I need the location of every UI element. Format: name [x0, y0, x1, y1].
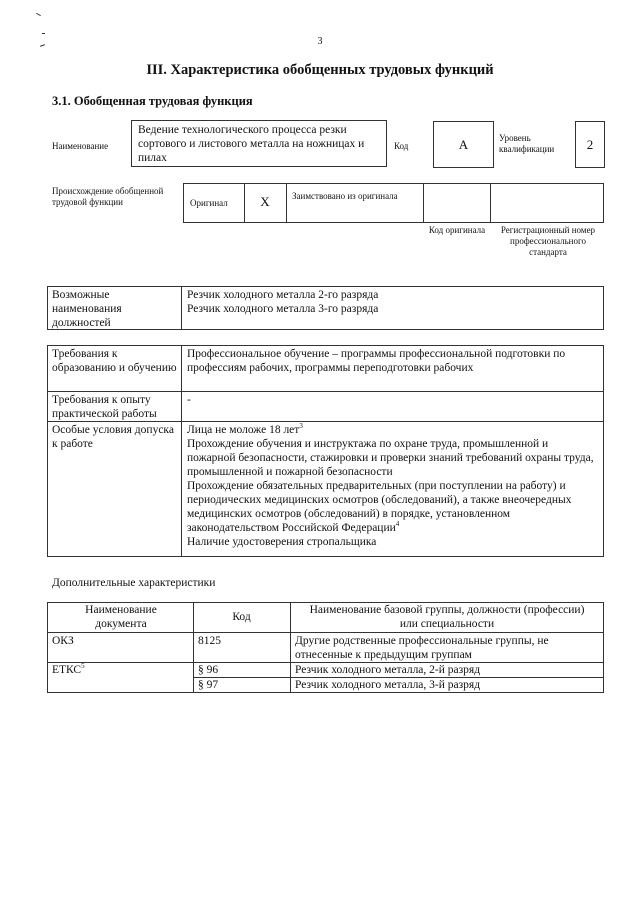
origin-divider — [490, 183, 491, 223]
page-number: 3 — [317, 36, 323, 47]
code-value: A — [458, 137, 469, 152]
original-label: Оригинал — [190, 198, 228, 208]
experience-value: - — [187, 394, 191, 406]
special-certificate: Наличие удостоверения стропальщика — [187, 536, 377, 548]
etks-code: § 97 — [198, 679, 219, 691]
etks-group: Резчик холодного металла, 2-й разряд — [295, 664, 481, 676]
etks-document: ЕТКС$^5$ — [52, 662, 85, 676]
origin-divider — [423, 183, 424, 223]
etks-code: § 96 — [198, 664, 219, 676]
reg-caption: Регистрационный номер профессионального стандарта — [500, 225, 596, 257]
special-age: Лица не моложе 18 лет$^3$ — [187, 422, 303, 436]
education-value: Профессиональное обучение – программы профессиональной подготовки по профессиям рабочих, программы переподготовки рабочих — [187, 348, 566, 374]
okz-document: ОКЗ — [52, 635, 74, 647]
header-group: Наименование базовой группы, должности (профессии) или специальности — [309, 604, 585, 630]
additional-title: Дополнительные характеристики — [52, 577, 216, 589]
special-label: Особые условия допуска к работе — [52, 424, 174, 450]
okz-code: 8125 — [198, 635, 221, 647]
section-title: III. Характеристика обобщенных трудовых функций — [146, 62, 494, 78]
requirements-row-line — [47, 421, 604, 422]
special-conditions — [187, 423, 599, 549]
footnote-ref: 3 — [299, 422, 303, 431]
level-value: 2 — [586, 137, 594, 152]
okz-group: Другие родственные профессиональные группы, не отнесенные к предыдущим группам — [295, 635, 549, 661]
footnote-ref: 4 — [395, 520, 400, 529]
origin-label: Происхождение обобщенной трудовой функции — [52, 186, 164, 207]
origin-divider — [286, 183, 287, 223]
header-document: Наименование документа — [85, 604, 157, 630]
position-item: Резчик холодного металла 3-го разряда — [187, 303, 379, 315]
borrowed-label: Заимствовано из оригинала — [292, 191, 398, 201]
additional-divider — [290, 602, 291, 693]
positions-label: Возможные наименования должностей — [52, 289, 122, 329]
additional-row-line — [47, 632, 604, 633]
footnote-ref: 5 — [81, 662, 85, 671]
original-mark: X — [260, 194, 270, 209]
scan-mark — [36, 13, 41, 16]
experience-label: Требования к опыту практической работы — [52, 394, 157, 420]
special-training: Прохождение обучения и инструктажа по охране труда, промышленной и пожарной безопасности, стажировки и проверки знаний требований охраны труда, промышленной и пожарной безопасности — [187, 438, 594, 478]
level-label: Уровень квалификации — [499, 133, 555, 154]
requirements-divider — [181, 345, 182, 557]
header-code: Код — [232, 611, 251, 623]
code-label: Код — [394, 141, 409, 151]
education-label: Требования к образованию и обучению — [52, 348, 177, 374]
requirements-row-line — [47, 391, 604, 392]
subsection-title: 3.1. Обобщенная трудовая функция — [52, 94, 253, 108]
name-value: Ведение технологического процесса резки сортового и листового металла на ножницах и пилах — [138, 124, 365, 164]
etks-group: Резчик холодного металла, 3-й разряд — [295, 679, 481, 691]
special-medical: Прохождение обязательных предварительных (при поступлении на работу) и периодических медицинских осмотров (обследований), а также внеочередных медицинских осмотров (обследований) в порядке, установленном законодательством Российской Федерации$^4$ — [187, 480, 572, 534]
code-caption: Код оригинала — [428, 225, 486, 235]
positions-divider — [181, 286, 182, 330]
position-item: Резчик холодного металла 2-го разряда — [187, 289, 379, 301]
name-label: Наименование — [52, 141, 109, 151]
scan-mark — [42, 33, 45, 34]
